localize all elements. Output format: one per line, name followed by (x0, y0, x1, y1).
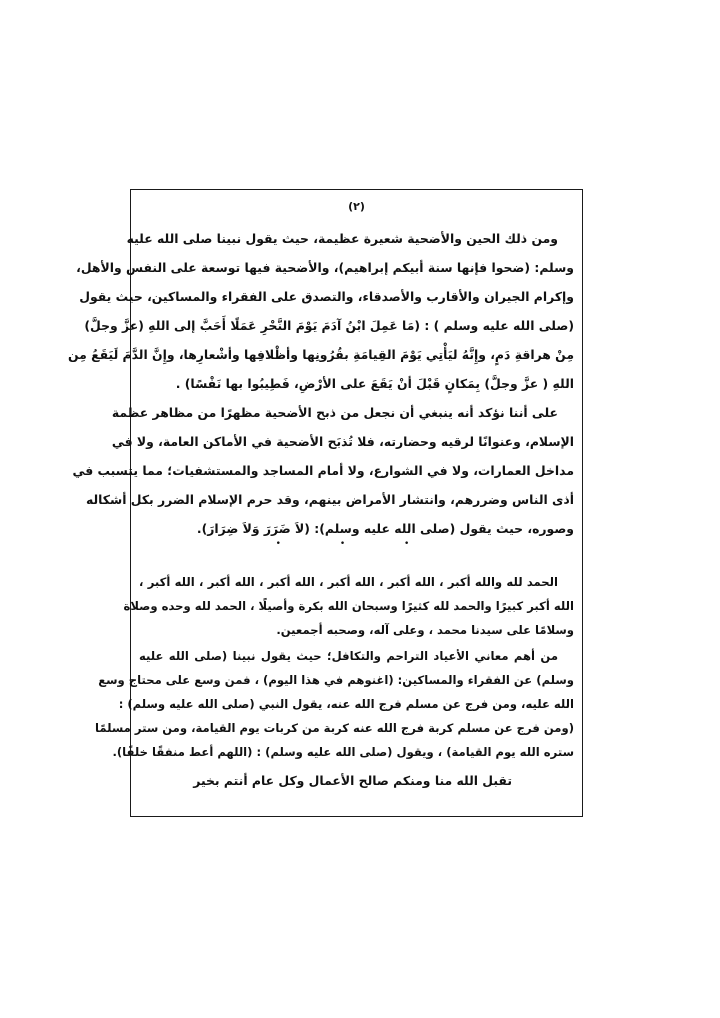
closing-greeting: تقبل الله منا ومنكم صالح الأعمال وكل عام أنتم بخير (193, 773, 512, 788)
paragraph-public-slaughter (72, 398, 574, 543)
text-line: وإكرام الجيران والأقارب والأصدقاء، والتصدق على الفقراء والمساكين، حيث يقول (79, 289, 574, 304)
text-line: الإسلام، وعنوانًا لرقيه وحضارته، فلا تُذبَح الأضحية في الأماكن العامة، ولا في (111, 434, 574, 449)
text-line: على أننا نؤكد أنه ينبغي أن نجعل من ذبح الأضحية مظهرًا من مظاهر عظمة (111, 405, 558, 420)
text-line: الله أكبر كبيرًا والحمد لله كثيرًا وسبحان الله بكرة وأصيلًا ، الحمد لله وحده وصلاة (123, 599, 574, 613)
text-line: الحمد لله والله أكبر ، الله أكبر ، الله أكبر ، الله أكبر ، الله أكبر ، الله أكبر ، (139, 575, 558, 589)
text-line: مِنْ هراقةِ دَمٍ، وإِنَّهُ ليَأْتِي يَوْمَ القِيامَةِ بقُرُونِها وأظْلافِها وأشْعارِها، وإِنَّ الدَّمَ لَيَقَعُ مِن (68, 347, 574, 362)
text-line: (صلى الله عليه وسلم ) : (مَا عَمِلَ ابْنُ آدَمَ يَوْمَ النَّحْرِ عَمَلًا أَحَبَّ إلى اللهِ (عزَّ وجلَّ) (84, 318, 574, 333)
text-line: وسلم) عن الفقراء والمساكين: (اغنوهم في هذا اليوم) ، فمن وسع على محتاج وسع (98, 673, 574, 687)
paragraph-sacrifice-ritual (68, 224, 574, 398)
text-line: مداخل العمارات، ولا في الشوارع، ولا أمام المساجد والمستشفيات؛ مما يتسبب في (72, 463, 574, 478)
text-line: ومن ذلك الحين والأضحية شعيرة عظيمة، حيث يقول نبينا صلى الله عليه (126, 231, 558, 246)
text-line: من أهم معاني الأعياد التراحم والتكافل؛ حيث يقول نبينا (صلى الله عليه (139, 649, 558, 663)
text-line: اللهِ ( عزَّ وجلَّ) بِمَكانٍ قَبْلَ أنْ يَقَعَ على الأرْضِ، فَطِيبُوا بها نَفْسًا) . (175, 376, 574, 391)
text-line: ستره الله يوم القيامة) ، ويقول (صلى الله عليه وسلم) : (اللهم أعط منفقًا خلفًا). (112, 745, 574, 759)
text-line: أذى الناس وضررهم، وانتشار الأمراض بينهم، وقد حرم الإسلام الضرر بكل أشكاله (85, 492, 574, 507)
text-line: وسلامًا على سيدنا محمد ، وعلى آله، وصحبه أجمعين. (276, 623, 574, 637)
paragraph-compassion (95, 644, 574, 764)
text-line: وسلم: (ضحوا فإنها سنة أبيكم إبراهيم)، والأضحية فيها توسعة على النفس والأهل، (76, 260, 574, 275)
section-separator: • • • (275, 539, 438, 549)
text-line: (ومن فرج عن مسلم كربة فرج الله عنه كربة من كربات يوم القيامة، ومن ستر مسلمًا (95, 721, 574, 735)
document-frame (68, 189, 583, 817)
text-line: الله عليه، ومن فرج عن مسلم فرج الله عنه، يقول النبي (صلى الله عليه وسلم) : (118, 697, 574, 711)
text-line: وصوره، حيث يقول (صلى الله عليه وسلم): (لاَ ضَرَرَ وَلاَ ضِرَارَ). (196, 521, 574, 536)
paragraph-takbir (123, 570, 574, 642)
page-number: (٢) (348, 200, 365, 213)
